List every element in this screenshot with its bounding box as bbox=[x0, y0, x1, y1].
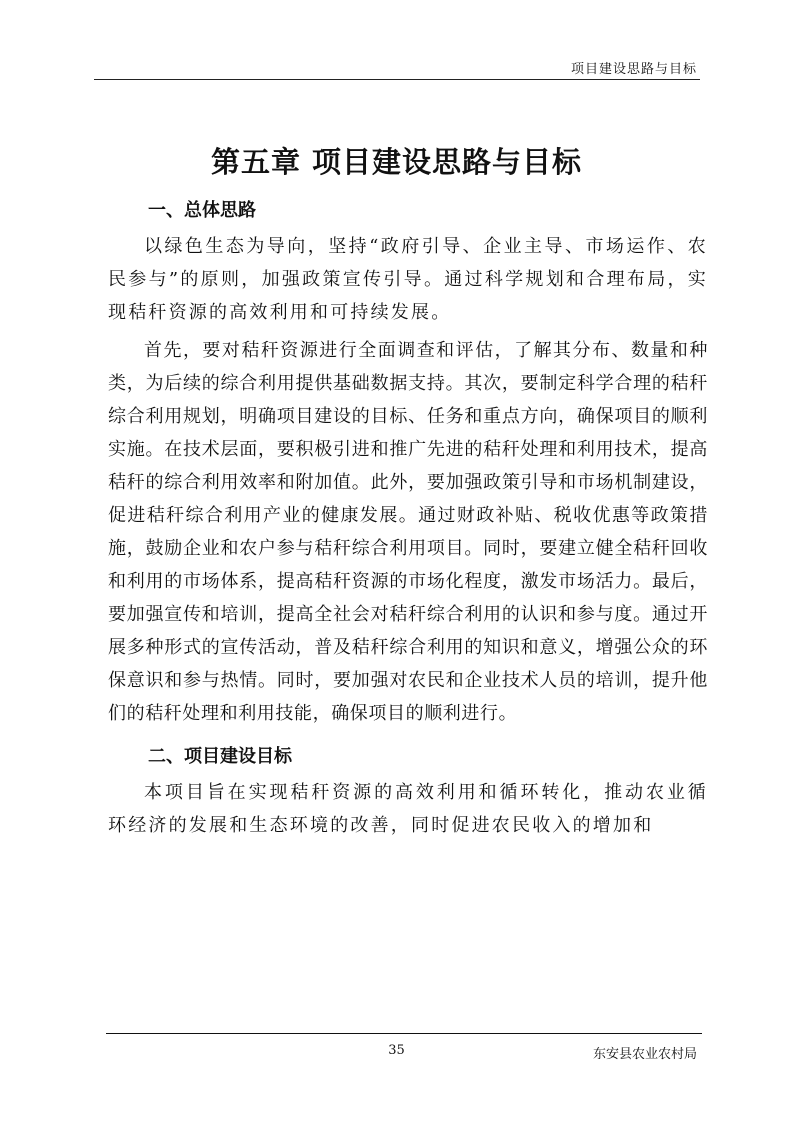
page-body bbox=[108, 192, 708, 842]
paragraph: 以绿色生态为导向，坚持“政府引导、企业主导、市场运作、农民参与”的原则，加强政策宣传引导。通过科学规划和合理布局，实现秸秆资源的高效利用和可持续发展。 bbox=[108, 236, 708, 323]
section-heading-construction-goals: 二、项目建设目标 bbox=[148, 746, 292, 767]
header-divider bbox=[94, 79, 700, 80]
running-header: 项目建设思路与目标 bbox=[570, 62, 697, 77]
chapter-title: 第五章 项目建设思路与目标 bbox=[210, 145, 583, 179]
footer-divider bbox=[106, 1033, 702, 1034]
page-number: 35 bbox=[388, 1043, 405, 1058]
paragraph: 本项目旨在实现秸秆资源的高效利用和循环转化，推动农业循环经济的发展和生态环境的改善，同时促进农民收入的增加和 bbox=[108, 782, 708, 836]
paragraph: 首先，要对秸秆资源进行全面调查和评估，了解其分布、数量和种类，为后续的综合利用提供基础数据支持。其次，要制定科学合理的秸秆综合利用规划，明确项目建设的目标、任务和重点方向，确保项目的顺利实施。在技术层面，要积极引进和推广先进的秸秆处理和利用技术，提高秸秆的综合利用效率和附加值。此外，要加强政策引导和市场机制建设，促进秸秆综合利用产业的健康发展。通过财政补贴、税收优惠等政策措施，鼓励企业和农户参与秸秆综合利用项目。同时，要建立健全秸秆回收和利用的市场体系，提高秸秆资源的市场化程度，激发市场活力。最后，要加强宣传和培训，提高全社会对秸秆综合利用的认识和参与度。通过开展多种形式的宣传活动，普及秸秆综合利用的知识和意义，增强公众的环保意识和参与热情。同时，要加强对农民和企业技术人员的培训，提升他们的秸秆处理和利用技能，确保项目的顺利进行。 bbox=[108, 340, 708, 724]
footer-organization: 东安县农业农村局 bbox=[592, 1047, 697, 1062]
section-heading-overall-approach: 一、总体思路 bbox=[148, 200, 256, 221]
